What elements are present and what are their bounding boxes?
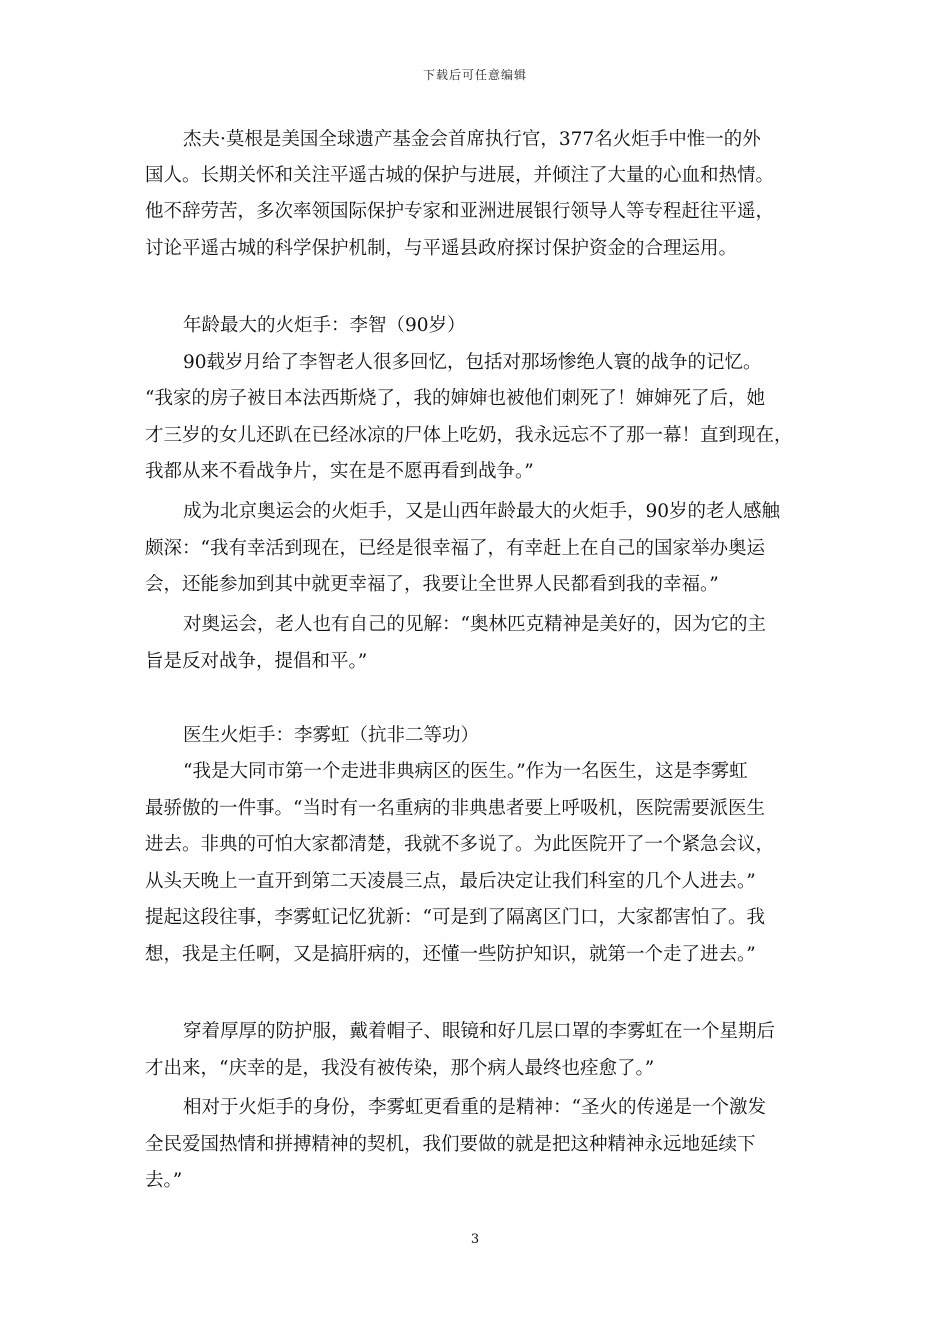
text-line: 杰夫·莫根是美国全球遗产基金会首席执行官，377名火炬手中惟一的外 [183, 129, 761, 150]
page-header: 下载后可任意编辑 [422, 68, 527, 82]
section-heading: 年龄最大的火炬手：李智（90岁） [183, 315, 466, 336]
text-line: 最骄傲的一件事。“当时有一名重病的非典患者要上呼吸机，医院需要派医生 [145, 798, 765, 819]
text-line: 从头天晚上一直开到第二天凌晨三点，最后决定让我们科室的几个人进去。” [145, 871, 756, 892]
text-line: 提起这段往事，李雾虹记忆犹新：“可是到了隔离区门口，大家都害怕了。我 [145, 907, 765, 928]
text-line: 颇深：“我有幸活到现在，已经是很幸福了，有幸赶上在自己的国家举办奥运 [145, 538, 765, 559]
text-line: 我都从来不看战争片，实在是不愿再看到战争。” [145, 461, 534, 482]
text-line: 才出来，“庆幸的是，我没有被传染，那个病人最终也痊愈了。” [145, 1058, 655, 1079]
text-line: “我是大同市第一个走进非典病区的医生。”作为一名医生，这是李雾虹 [183, 761, 748, 782]
text-line: 全民爱国热情和拼搏精神的契机，我们要做的就是把这种精神永远地延续下 [145, 1134, 756, 1155]
text-line: 相对于火炬手的身份，李雾虹更看重的是精神：“圣火的传递是一个激发 [183, 1097, 766, 1118]
text-line: 成为北京奥运会的火炬手，又是山西年龄最大的火炬手，90岁的老人感触 [183, 501, 781, 522]
text-line: 去。” [145, 1170, 183, 1191]
text-line: “我家的房子被日本法西斯烧了，我的婶婶也被他们刺死了！婶婶死了后，她 [145, 388, 765, 409]
text-line: 穿着厚厚的防护服，戴着帽子、眼镜和好几层口罩的李雾虹在一个星期后 [183, 1021, 776, 1042]
section-heading: 医生火炬手：李雾虹（抗非二等功） [183, 725, 480, 746]
text-line: 进去。非典的可怕大家都清楚，我就不多说了。为此医院开了一个紧急会议， [145, 834, 775, 855]
text-line: 想，我是主任啊，又是搞肝病的，还懂一些防护知识，就第一个走了进去。” [145, 944, 756, 965]
page-number: 3 [470, 1232, 480, 1247]
text-line: 讨论平遥古城的科学保护机制，与平遥县政府探讨保护资金的合理运用。 [145, 238, 738, 259]
text-line: 他不辞劳苦，多次率领国际保护专家和亚洲进展银行领导人等专程赶往平遥， [145, 201, 775, 222]
text-line: 旨是反对战争，提倡和平。” [145, 651, 368, 672]
text-line: 国人。长期关怀和关注平遥古城的保护与进展，并倾注了大量的心血和热情。 [145, 165, 775, 186]
text-line: 对奥运会，老人也有自己的见解：“奥林匹克精神是美好的，因为它的主 [183, 614, 766, 635]
text-line: 会，还能参加到其中就更幸福了，我要让全世界人民都看到我的幸福。” [145, 574, 719, 595]
text-line: 才三岁的女儿还趴在已经冰凉的尸体上吃奶，我永远忘不了那一幕！直到现在， [145, 425, 793, 446]
text-line: 90载岁月给了李智老人很多回忆，包括对那场惨绝人寰的战争的记忆。 [183, 352, 762, 373]
